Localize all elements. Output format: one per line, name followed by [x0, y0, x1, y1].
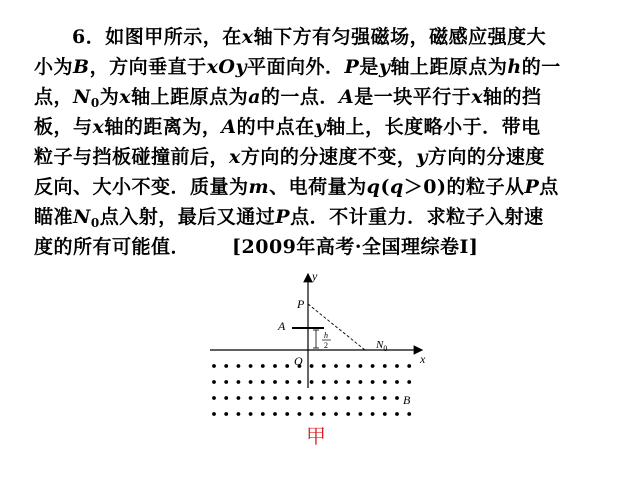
source-citation: [2009年高考·全国理综卷I]: [232, 236, 479, 258]
field-dot: [359, 412, 363, 416]
field-dot: [334, 364, 338, 368]
field-dot: [395, 364, 399, 368]
field-dot: [212, 380, 216, 384]
field-dot: [383, 412, 387, 416]
field-dot: [359, 364, 363, 368]
field-dot: [346, 364, 350, 368]
field-dot: [407, 380, 411, 384]
field-dot: [273, 380, 277, 384]
field-dot: [310, 380, 314, 384]
figure-caption: 甲: [306, 424, 326, 448]
field-dot: [383, 364, 387, 368]
field-dot: [322, 396, 326, 400]
point-p-label: P: [297, 297, 305, 311]
field-dot: [237, 380, 241, 384]
problem-line-5: 粒子与挡板碰撞前后，x方向的分速度不变，y方向的分速度: [34, 146, 545, 168]
field-dot: [224, 380, 228, 384]
field-dot: [285, 396, 289, 400]
field-dot: [383, 380, 387, 384]
field-dot: [237, 364, 241, 368]
field-dot: [346, 412, 350, 416]
half-h-numerator: h: [324, 331, 328, 340]
field-dot: [285, 380, 289, 384]
field-dot: [249, 396, 253, 400]
field-dot: [383, 396, 387, 400]
plate-a-label: A: [278, 319, 286, 333]
problem-line-4: 板，与x轴的距离为，A的中点在y轴上，长度略小于．带电: [34, 116, 541, 138]
field-dot: [407, 364, 411, 368]
field-dot: [224, 412, 228, 416]
field-dot: [359, 380, 363, 384]
problem-line-6: 反向、大小不变．质量为m、电荷量为q(q＞0)的粒子从P点: [34, 176, 559, 198]
field-dot: [371, 380, 375, 384]
field-dot: [261, 364, 265, 368]
field-dot: [212, 412, 216, 416]
field-dot: [310, 412, 314, 416]
problem-line-1: 6．如图甲所示，在x轴下方有匀强磁场，磁感应强度大: [72, 26, 547, 48]
field-dot: [310, 364, 314, 368]
field-dot: [249, 412, 253, 416]
field-dot: [224, 396, 228, 400]
field-dot: [371, 412, 375, 416]
field-dot: [249, 364, 253, 368]
field-b-label: B: [403, 393, 411, 407]
field-dot: [322, 412, 326, 416]
half-h-denominator: 2: [324, 341, 328, 350]
field-dot: [346, 380, 350, 384]
field-dot: [261, 412, 265, 416]
field-dot: [334, 396, 338, 400]
field-dot: [249, 380, 253, 384]
field-dot: [334, 412, 338, 416]
field-dot: [322, 364, 326, 368]
field-dot: [273, 412, 277, 416]
field-dot: [298, 396, 302, 400]
field-dot: [310, 396, 314, 400]
field-dot: [322, 380, 326, 384]
x-axis-label: x: [420, 352, 426, 366]
origin-label: O: [294, 354, 303, 368]
y-axis-label: y: [312, 269, 318, 283]
field-dot: [273, 396, 277, 400]
problem-text: [34, 22, 609, 262]
field-dot: [224, 364, 228, 368]
field-dot: [334, 380, 338, 384]
field-dot: [261, 396, 265, 400]
field-dot: [298, 412, 302, 416]
problem-line-3: 点，$N_0$为x轴上距原点为a的一点．A是一块平行于x轴的挡: [34, 86, 542, 110]
field-dot: [395, 412, 399, 416]
magnetic-field-dots: [212, 364, 411, 416]
field-dot: [261, 380, 265, 384]
field-dot: [273, 364, 277, 368]
field-dot: [237, 396, 241, 400]
field-dot: [212, 396, 216, 400]
field-dot: [298, 380, 302, 384]
field-dot: [346, 396, 350, 400]
field-dot: [212, 364, 216, 368]
field-dot: [395, 396, 399, 400]
field-dot: [371, 364, 375, 368]
field-dot: [285, 364, 289, 368]
field-dot: [359, 396, 363, 400]
point-n-label: $N_0$: [376, 339, 388, 353]
problem-line-7: 瞄准$N_0$点入射，最后又通过P点．不计重力．求粒子入射速: [34, 206, 544, 230]
field-dot: [407, 412, 411, 416]
field-dot: [371, 396, 375, 400]
problem-line-2: 小为B，方向垂直于xOy平面向外．P是y轴上距原点为h的一: [34, 56, 561, 78]
field-dot: [395, 380, 399, 384]
field-dot: [237, 412, 241, 416]
problem-line-8: 度的所有可能值． [2009年高考·全国理综卷I]: [34, 236, 479, 258]
field-dot: [285, 412, 289, 416]
